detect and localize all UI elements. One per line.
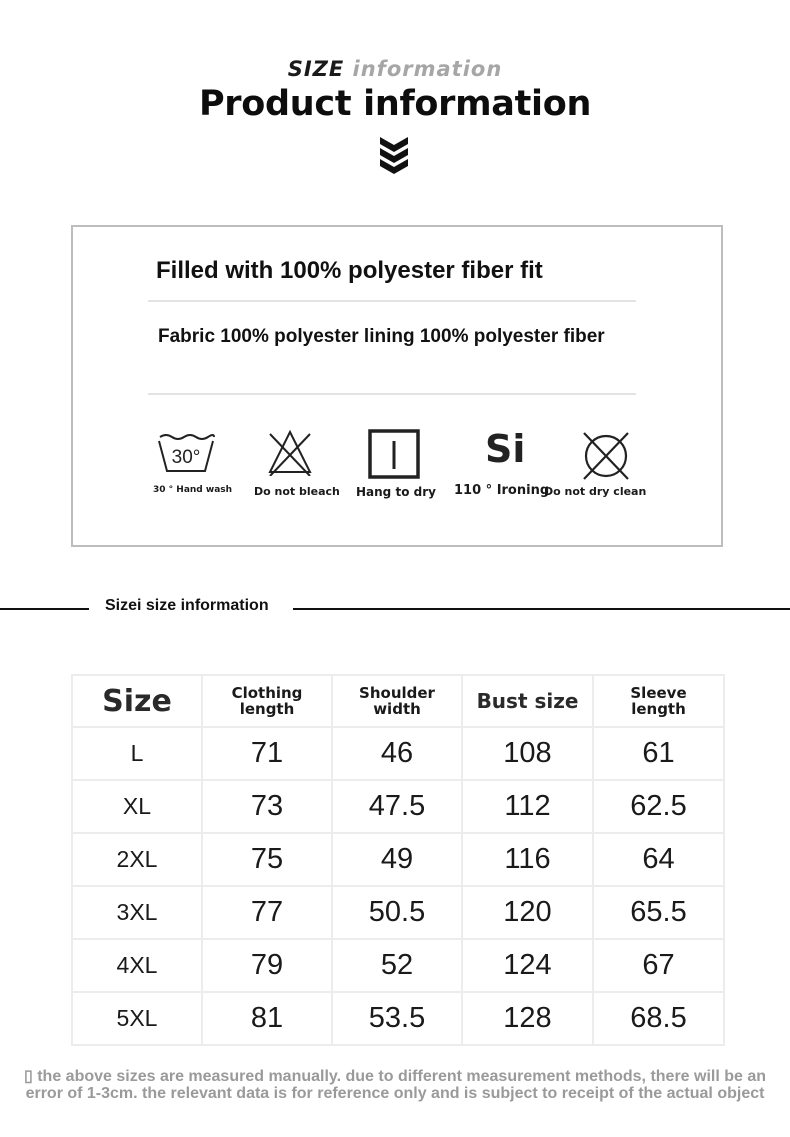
heading-rule-left — [0, 608, 89, 610]
clothing-length-cell: 73 — [202, 780, 332, 833]
care-label: 30 ° Hand wash — [153, 485, 233, 495]
hang-to-dry-icon — [368, 429, 420, 479]
size-table — [71, 674, 725, 1046]
column-header-sleeve-length: Sleeve length — [593, 675, 724, 727]
shoulder-width-cell: 46 — [332, 727, 462, 780]
section-eyebrow — [0, 56, 790, 82]
size-cell: 3XL — [72, 886, 202, 939]
svg-text:30°: 30° — [171, 447, 201, 468]
bust-size-cell: 120 — [462, 886, 593, 939]
table-header-row — [72, 675, 724, 727]
divider — [148, 300, 636, 302]
sleeve-length-cell: 64 — [593, 833, 724, 886]
column-header-bust-size: Bust size — [462, 675, 593, 727]
table-row — [72, 939, 724, 992]
hand-wash-30-icon — [157, 433, 215, 473]
heading-rule-right — [293, 608, 790, 610]
table-row — [72, 780, 724, 833]
clothing-length-cell: 79 — [202, 939, 332, 992]
divider — [148, 393, 636, 395]
table-row — [72, 992, 724, 1045]
ironing-icon: Si — [485, 427, 526, 471]
sleeve-length-cell: 68.5 — [593, 992, 724, 1045]
do-not-dry-clean-icon — [581, 430, 631, 480]
table-row — [72, 833, 724, 886]
care-label: 110 ° Ironing — [454, 483, 550, 498]
care-label: Hang to dry — [356, 485, 436, 499]
measurement-disclaimer: ▯ the above sizes are measured manually. due to different measurement methods, there will be an error of 1-3cm. the relevant data is for reference only and is subject to receipt of the actual object — [23, 1068, 767, 1102]
do-not-bleach-icon — [266, 428, 314, 476]
sleeve-length-cell: 67 — [593, 939, 724, 992]
eyebrow-information: information — [352, 57, 503, 81]
size-cell: 2XL — [72, 833, 202, 886]
size-cell: 5XL — [72, 992, 202, 1045]
bust-size-cell: 116 — [462, 833, 593, 886]
triple-chevron-down-icon — [378, 135, 410, 177]
fabric-info: Fabric 100% polyester lining 100% polyester fiber — [158, 326, 605, 347]
table-row — [72, 727, 724, 780]
clothing-length-cell: 75 — [202, 833, 332, 886]
size-section-title: Sizei size information — [105, 597, 269, 614]
page-title: Product information — [198, 84, 592, 124]
column-header-size: Size — [72, 675, 202, 727]
table-row — [72, 886, 724, 939]
shoulder-width-cell: 49 — [332, 833, 462, 886]
size-cell: XL — [72, 780, 202, 833]
care-label: Do not dry clean — [544, 485, 647, 498]
bust-size-cell: 124 — [462, 939, 593, 992]
shoulder-width-cell: 52 — [332, 939, 462, 992]
sleeve-length-cell: 65.5 — [593, 886, 724, 939]
care-label: Do not bleach — [254, 485, 340, 498]
filling-info: Filled with 100% polyester fiber fit — [156, 257, 543, 284]
clothing-length-cell: 71 — [202, 727, 332, 780]
shoulder-width-cell: 50.5 — [332, 886, 462, 939]
bust-size-cell: 108 — [462, 727, 593, 780]
shoulder-width-cell: 47.5 — [332, 780, 462, 833]
sleeve-length-cell: 61 — [593, 727, 724, 780]
clothing-length-cell: 81 — [202, 992, 332, 1045]
size-cell: 4XL — [72, 939, 202, 992]
bust-size-cell: 128 — [462, 992, 593, 1045]
column-header-shoulder-width: Shoulder width — [332, 675, 462, 727]
bust-size-cell: 112 — [462, 780, 593, 833]
shoulder-width-cell: 53.5 — [332, 992, 462, 1045]
size-section-heading — [0, 596, 790, 618]
size-cell: L — [72, 727, 202, 780]
sleeve-length-cell: 62.5 — [593, 780, 724, 833]
eyebrow-size: SIZE — [287, 57, 345, 81]
column-header-clothing-length: Clothing length — [202, 675, 332, 727]
clothing-length-cell: 77 — [202, 886, 332, 939]
